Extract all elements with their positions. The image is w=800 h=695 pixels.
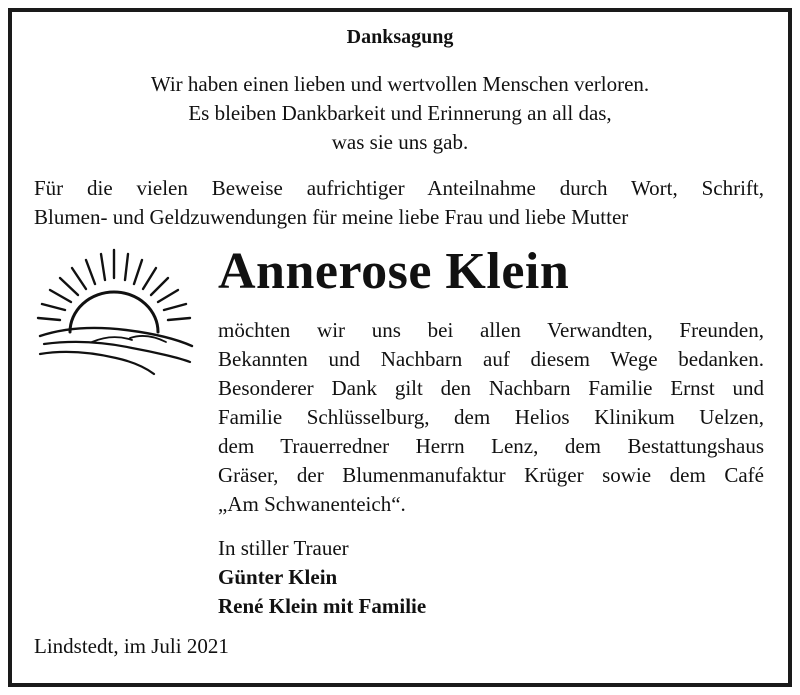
signature-intro: In stiller Trauer <box>218 536 349 560</box>
thanks-text <box>218 316 764 519</box>
thanks-line: möchten wir uns bei allen Verwandten, Freunden, <box>218 318 764 342</box>
rising-sun-over-hills-icon <box>34 244 194 379</box>
signature-block <box>218 534 764 621</box>
verse-block <box>0 70 800 157</box>
thanks-line: Familie Schlüsselburg, dem Helios Klinikum Uelzen, <box>218 405 764 429</box>
signature-name: Günter Klein <box>218 565 338 589</box>
place-date: Lindstedt, im Juli 2021 <box>34 634 229 658</box>
intro-text <box>34 174 764 232</box>
verse-line: was sie uns gab. <box>331 130 469 154</box>
verse-line: Es bleiben Dankbarkeit und Erinnerung an all das, <box>188 101 612 125</box>
verse-line: Wir haben einen lieben und wertvollen Menschen verloren. <box>150 72 650 96</box>
thanks-line: Besonderer Dank gilt den Nachbarn Familie Ernst und <box>218 376 764 400</box>
deceased-name: Annerose Klein <box>218 243 570 300</box>
signature-name: René Klein mit Familie <box>218 594 427 618</box>
thanks-line: Bekannten und Nachbarn auf diesem Wege bedanken. <box>218 347 764 371</box>
thanks-line: Gräser, der Blumenmanufaktur Krüger sowie dem Café <box>218 463 764 487</box>
intro-line: Blumen- und Geldzuwendungen für meine liebe Frau und liebe Mutter <box>34 205 629 229</box>
thanks-line: dem Trauerredner Herrn Lenz, dem Bestattungshaus <box>218 434 764 458</box>
notice-heading: Danksagung <box>346 26 454 48</box>
intro-line: Für die vielen Beweise aufrichtiger Anteilnahme durch Wort, Schrift, <box>34 176 764 200</box>
thanks-line: „Am Schwanenteich“. <box>218 492 406 516</box>
